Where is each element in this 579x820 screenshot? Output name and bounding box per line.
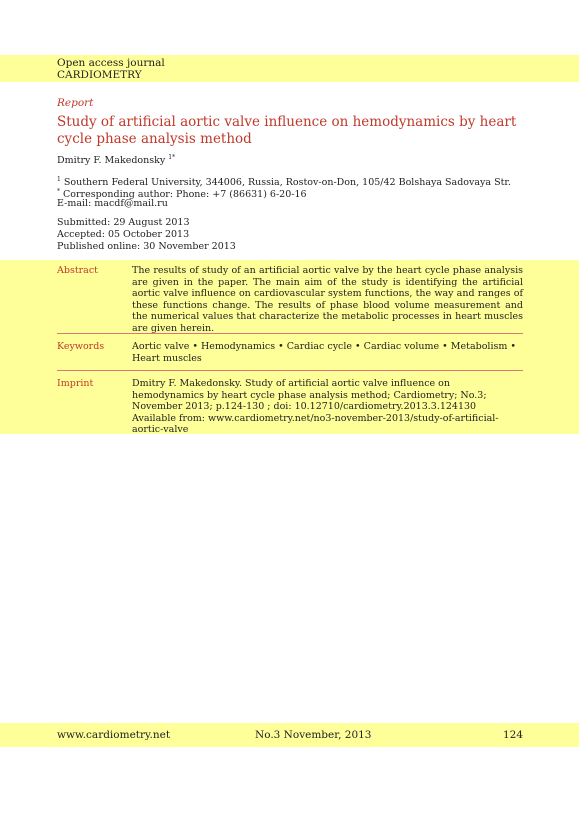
footer-page-number: 124 — [503, 729, 524, 741]
accepted-date: Accepted: 05 October 2013 — [57, 229, 190, 240]
corresponding-superscript: * — [57, 188, 60, 195]
article-type: Report — [57, 97, 94, 109]
journal-name: CARDIOMETRY — [57, 69, 142, 81]
affiliation-superscript: 1 — [57, 176, 61, 183]
footer-website: www.cardiometry.net — [57, 729, 171, 741]
corresponding-text: Corresponding author: Phone: +7 (86631) 6-20-16 — [63, 189, 307, 201]
keywords-text: Aortic valve • Hemodynamics • Cardiac cycle • Cardiac volume • Metabolism • Heart muscles — [132, 341, 517, 364]
published-date: Published online: 30 November 2013 — [57, 241, 236, 252]
author-line — [57, 154, 175, 166]
author-name: Dmitry F. Makedonsky — [57, 155, 166, 167]
article-title: Study of artificial aortic valve influence on hemodynamics by heart cycle phase analysis method — [57, 114, 517, 147]
keywords-label: Keywords — [57, 341, 105, 352]
email: E-mail: macdf@mail.ru — [57, 198, 168, 209]
abstract-label: Abstract — [57, 265, 98, 276]
submitted-date: Submitted: 29 August 2013 — [57, 217, 190, 228]
abstract-text: The results of study of an artificial aortic valve by the heart cycle phase analysis are given in the paper. The main aim of the study is identifying the artificial aortic valve influence on cardiovascular system functions, the way and ranges of these functions change. The results of phase blood volume measurement and the numerical values that characterize the metabolic processes in heart muscles are given herein. — [132, 265, 523, 334]
affiliation-text: Southern Federal University, 344006, Russia, Rostov-on-Don, 105/42 Bolshaya Sadovaya Str. — [63, 177, 511, 189]
divider — [57, 333, 523, 334]
imprint-text: Dmitry F. Makedonsky. Study of artificial aortic valve influence on hemodynamics by heart cycle phase analysis method; Cardiometry; No.3; November 2013; p.124-130 ; doi: 10.12710/cardiometry.2013.3.124130 Available from: www.cardiometry.net/no3-november-2013/study-of-artificial-aortic-valve — [132, 378, 499, 435]
journal-access-label: Open access journal — [57, 57, 165, 69]
divider — [57, 370, 523, 371]
footer-issue: No.3 November, 2013 — [255, 729, 372, 741]
imprint-label: Imprint — [57, 378, 94, 389]
author-superscript: 1* — [168, 154, 176, 161]
